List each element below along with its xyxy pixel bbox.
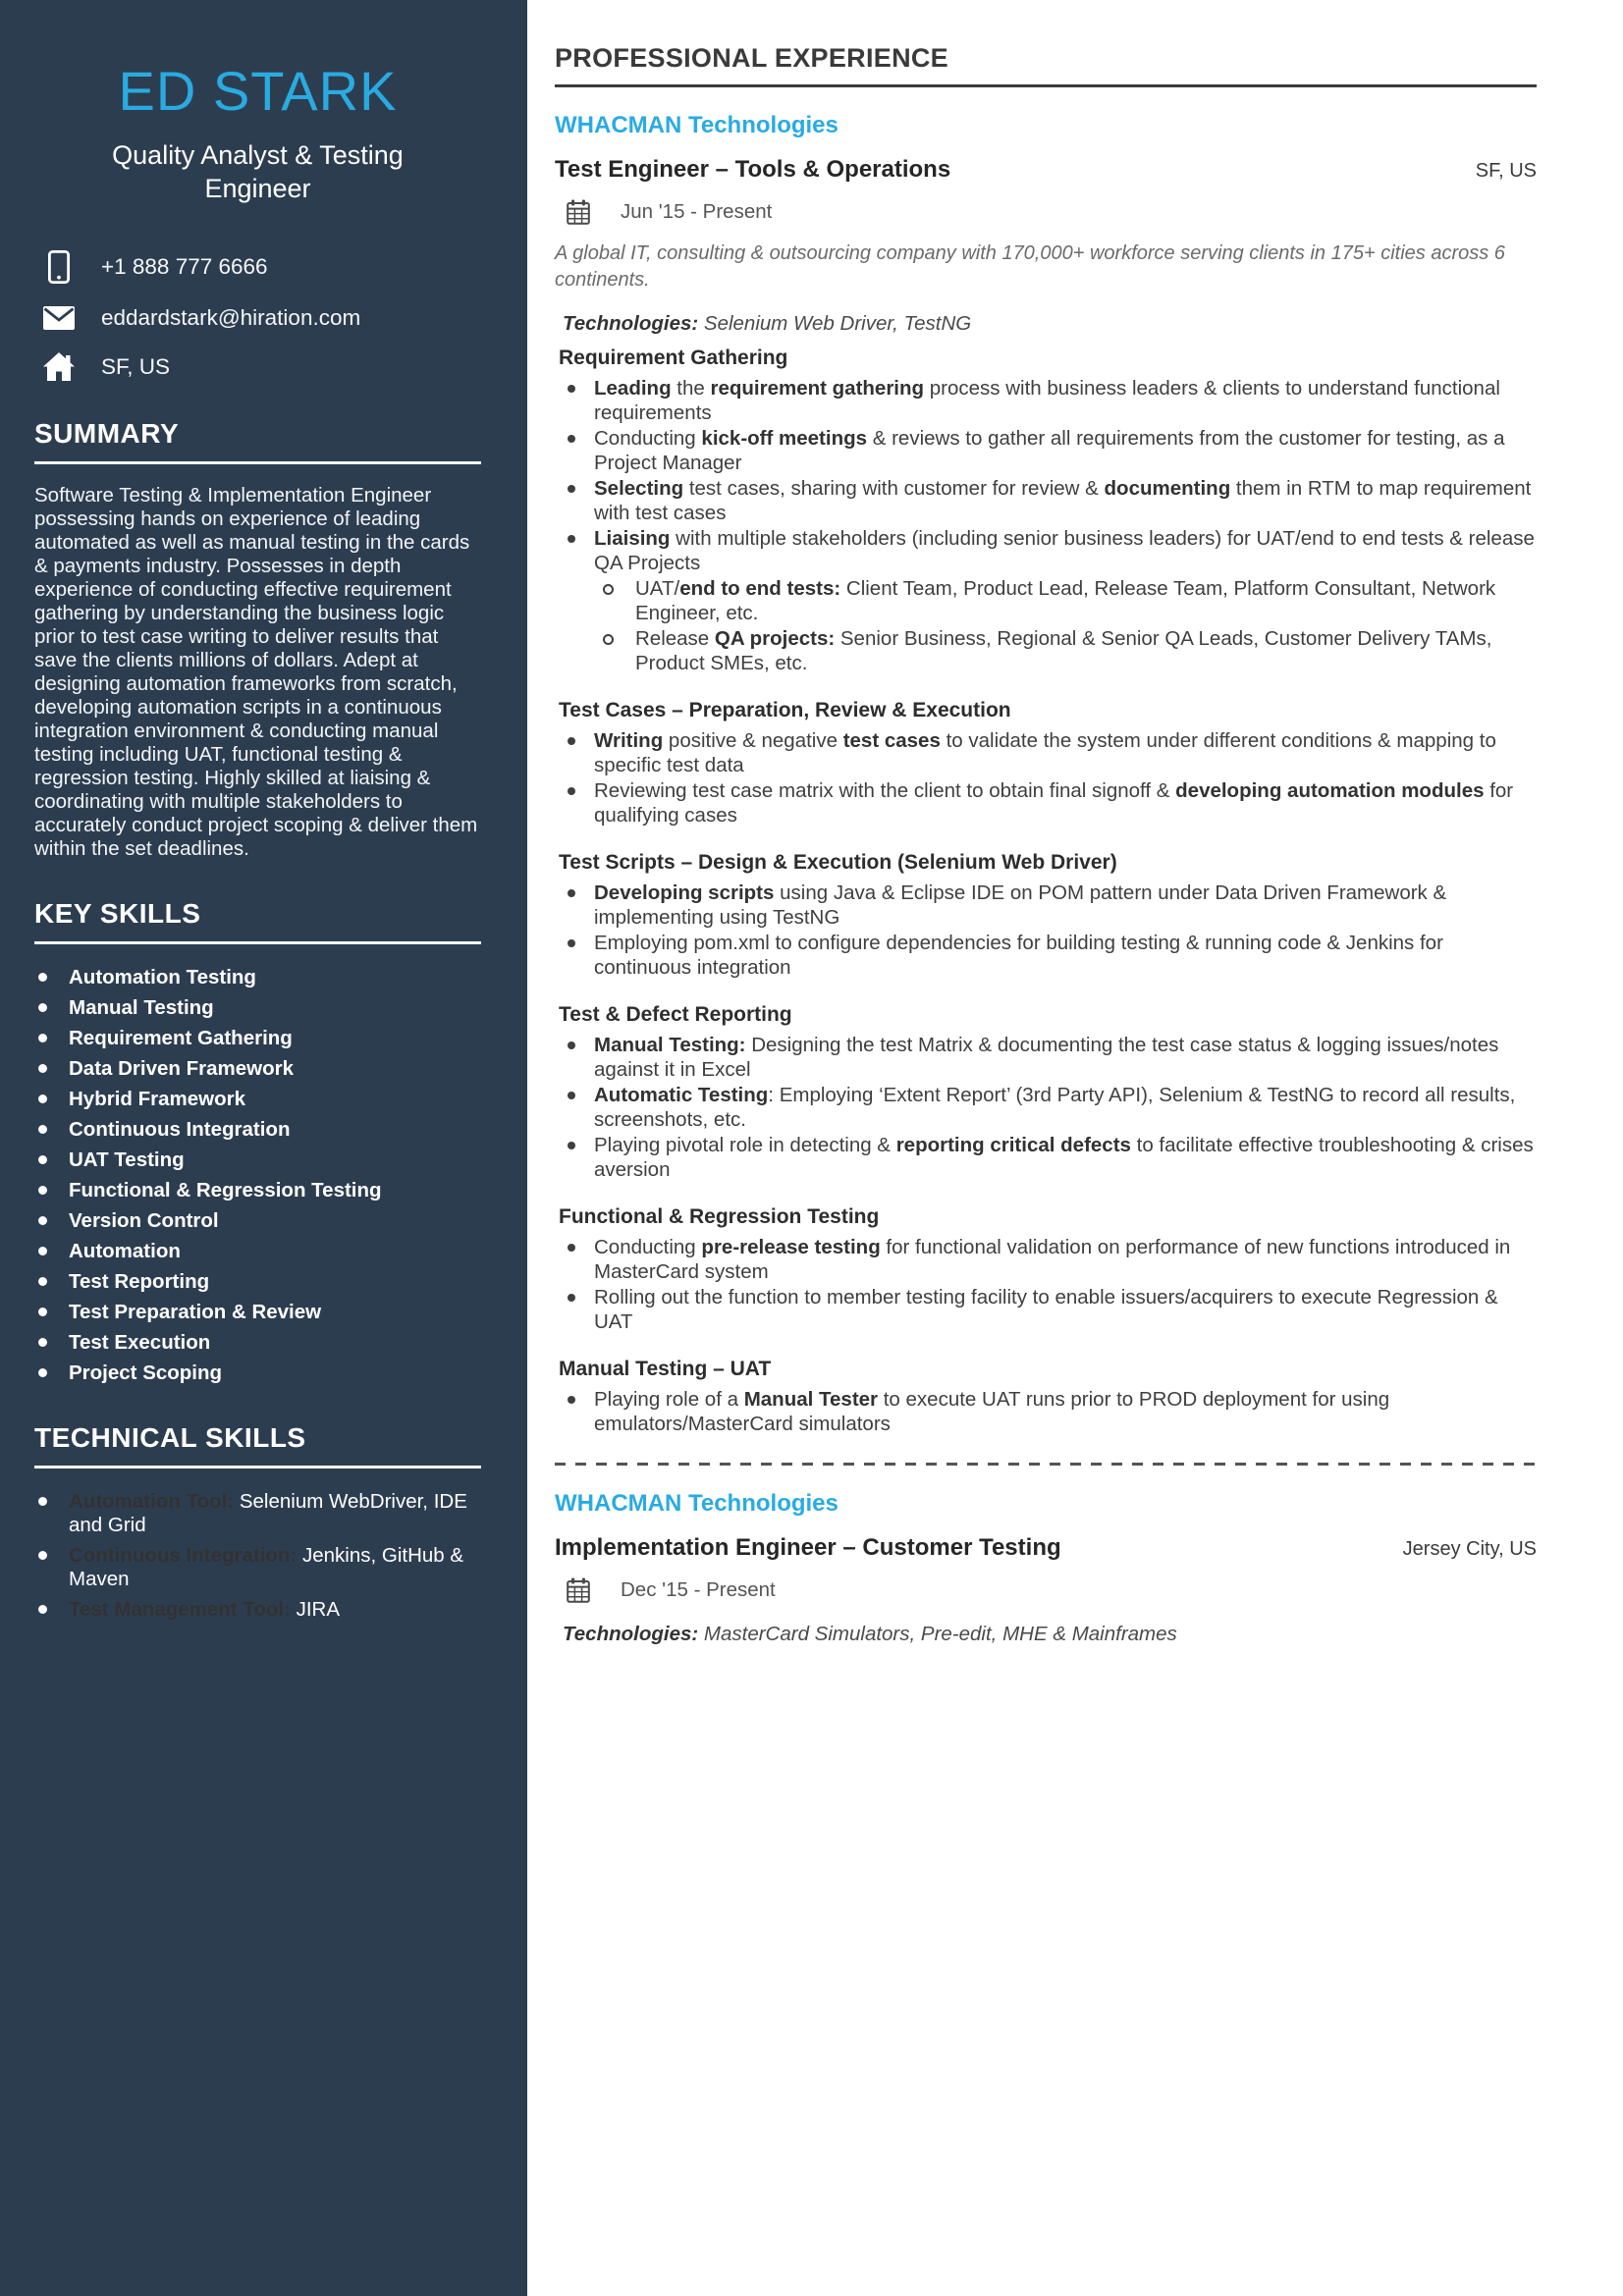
job-date-row [555, 1577, 1537, 1603]
bullet-list [555, 1388, 1537, 1436]
text-segment: process with business leaders & clients to understand functional requirements [594, 377, 1500, 424]
sidebar-sections [34, 418, 481, 1622]
text-segment: reporting critical defects [895, 1134, 1131, 1157]
text-segment: documenting [1104, 477, 1231, 501]
text-segment: them in RTM to map requirement with test cases [594, 477, 1532, 524]
calendar-icon [567, 1577, 591, 1603]
sidebar-skill-item: Functional & Regression Testing [34, 1179, 481, 1202]
sidebar-skill-item: Automation [34, 1240, 481, 1263]
text-segment: Senior Business, Regional & Senior QA Leads, Customer Delivery TAMs, Product SMEs, etc. [635, 627, 1492, 674]
sidebar-section [34, 418, 481, 861]
bullet-item [555, 477, 1537, 525]
bullet-list [555, 881, 1537, 980]
text-segment: JIRA [290, 1598, 341, 1622]
text-segment: Rolling out the function to member testing facility to enable issuers/acquirers to execute Regression & UAT [594, 1286, 1498, 1333]
home-icon [42, 352, 76, 381]
text-segment: Test Management Tool: [69, 1598, 291, 1622]
bullet-list [555, 729, 1537, 828]
text-segment: positive & negative [663, 729, 843, 753]
bullet-item [555, 779, 1537, 828]
text-segment: Selenium WebDriver, IDE and Grid [69, 1490, 467, 1537]
sidebar-skill-item [34, 1598, 481, 1622]
job-title-row [555, 156, 1537, 184]
experience-section [555, 347, 1537, 675]
job-title-row [555, 1534, 1537, 1562]
text-segment: to validate the system under different conditions & mapping to specific test data [594, 729, 1496, 776]
text-segment: for functional validation on performance of new functions introduced in MasterCard system [594, 1236, 1511, 1283]
text-segment: UAT/ [635, 577, 680, 601]
sidebar-heading-rule [34, 941, 481, 944]
experience-section-heading: Manual Testing – UAT [559, 1358, 772, 1381]
text-segment: Employing pom.xml to configure dependencies for building testing & running code & Jenkins for continuous integration [594, 932, 1443, 979]
sidebar-heading-rule [34, 1466, 481, 1468]
sidebar-skill-item: Data Driven Framework [34, 1057, 481, 1081]
sidebar-skill-list [34, 966, 481, 1385]
technologies-value: MasterCard Simulators, Pre-edit, MHE & Mainframes [698, 1623, 1177, 1646]
company-name: WHACMAN Technologies [555, 1490, 839, 1518]
calendar-icon [567, 199, 591, 225]
text-segment: & reviews to gather all requirements from the customer for testing, as a Project Manager [594, 427, 1505, 474]
sidebar-heading-rule [34, 461, 481, 464]
text-segment: Playing role of a [594, 1388, 744, 1412]
bullet-item [555, 932, 1537, 980]
experience-section-heading: Requirement Gathering [559, 347, 788, 370]
experience-section [555, 851, 1537, 980]
header-rule [555, 84, 1537, 87]
contact-text: +1 888 777 6666 [101, 254, 268, 280]
text-segment: QA projects: [714, 627, 836, 651]
job-location: SF, US [1475, 160, 1537, 182]
text-segment: the [671, 377, 711, 400]
sidebar-skill-item: Manual Testing [34, 996, 481, 1020]
text-segment: using Java & Eclipse IDE on POM pattern under Data Driven Framework & implementing using TestNG [594, 881, 1447, 929]
text-segment: Reviewing test case matrix with the client to obtain final signoff & [594, 779, 1176, 803]
sidebar-skill-item: Test Reporting [34, 1270, 481, 1294]
contact-text: eddardstark@hiration.com [101, 305, 361, 331]
text-segment: Manual Tester [743, 1388, 879, 1412]
text-segment: Conducting [594, 1236, 702, 1259]
text-segment: Leading [594, 377, 672, 400]
email-icon [42, 306, 76, 330]
experience-section-heading: Test Scripts – Design & Execution (Selenium Web Driver) [559, 851, 1117, 875]
text-segment: Writing [594, 729, 664, 753]
job-block [555, 1490, 1537, 1646]
bullet-list [555, 1034, 1537, 1182]
contact-row [34, 352, 481, 381]
text-segment: test cases, sharing with customer for review & [683, 477, 1105, 501]
job-title: Implementation Engineer – Customer Testing [555, 1534, 1061, 1562]
experience-section [555, 1003, 1537, 1182]
bullet-item [555, 881, 1537, 930]
technologies-line [563, 312, 1537, 336]
text-segment: with multiple stakeholders (including senior business leaders) for UAT/end to end tests & release QA Projects [594, 527, 1535, 574]
text-segment: Liaising [594, 527, 671, 551]
technologies-label: Technologies: [563, 1623, 699, 1646]
sidebar-skill-item: Project Scoping [34, 1362, 481, 1385]
phone-icon [42, 250, 76, 284]
text-segment: kick-off meetings [701, 427, 868, 451]
bullet-item [555, 1084, 1537, 1132]
sidebar-section [34, 1422, 481, 1622]
experience-section-heading: Functional & Regression Testing [559, 1205, 880, 1229]
bullet-list [555, 377, 1537, 675]
text-segment: Conducting [594, 427, 702, 451]
text-segment: : Employing ‘Extent Report’ (3rd Party API), Selenium & TestNG to record all results, screenshots, etc. [594, 1084, 1516, 1131]
sidebar-skill-list [34, 1490, 481, 1622]
text-segment: Developing scripts [594, 881, 775, 905]
sidebar-section-heading: SUMMARY [34, 418, 180, 450]
text-segment: Continuous Integration: [69, 1544, 298, 1568]
company-description: A global IT, consulting & outsourcing company with 170,000+ workforce serving clients in 175+ cities across 6 continents. [555, 242, 1505, 291]
text-segment: end to end tests: [679, 577, 841, 601]
sidebar-skill-item: UAT Testing [34, 1148, 481, 1172]
sidebar-skill-item: Version Control [34, 1209, 481, 1233]
person-name: ED STARK [118, 60, 398, 122]
contact-block [34, 250, 481, 381]
sidebar-skill-item: Hybrid Framework [34, 1088, 481, 1111]
sidebar-section [34, 898, 481, 1385]
bullet-item [555, 1134, 1537, 1182]
job-location: Jersey City, US [1402, 1538, 1537, 1561]
sidebar-skill-item: Test Execution [34, 1331, 481, 1355]
bullet-item [555, 1236, 1537, 1284]
text-segment: Designing the test Matrix & documenting the test case status & logging issues/notes against it in Excel [594, 1034, 1499, 1081]
page-title: PROFESSIONAL EXPERIENCE [555, 43, 948, 73]
text-segment: to facilitate effective troubleshooting & crises aversion [594, 1134, 1534, 1181]
jobs-divider [555, 1463, 1535, 1466]
sidebar [0, 0, 527, 2296]
technologies-label: Technologies: [563, 312, 699, 336]
job-dates: Dec '15 - Present [621, 1578, 776, 1602]
bullet-item [555, 577, 1537, 625]
sidebar-skill-item [34, 1490, 481, 1537]
bullet-item [555, 1388, 1537, 1436]
experience-section-heading: Test & Defect Reporting [559, 1003, 792, 1027]
contact-row [34, 305, 481, 331]
sidebar-section-heading: TECHNICAL SKILLS [34, 1422, 306, 1454]
text-segment: to execute UAT runs prior to PROD deployment for using emulators/MasterCard simulators [594, 1388, 1390, 1435]
bullet-list [555, 1236, 1537, 1334]
sidebar-skill-item: Continuous Integration [34, 1118, 481, 1142]
jobs [555, 112, 1537, 1646]
sidebar-section-heading: KEY SKILLS [34, 898, 201, 930]
job-block [555, 112, 1537, 1436]
experience-section [555, 1205, 1537, 1334]
text-segment: developing automation modules [1175, 779, 1485, 803]
text-segment: Jenkins, GitHub & Maven [69, 1544, 464, 1591]
sidebar-skill-item [34, 1544, 481, 1591]
sidebar-skill-item: Requirement Gathering [34, 1027, 481, 1050]
job-dates: Jun '15 - Present [621, 200, 773, 223]
sidebar-summary-text: Software Testing & Implementation Engineer possessing hands on experience of leading automated as well as manual testing in the cards & payments industry. Possesses in depth experience of conducting effective requirement gathering by understanding the business logic prior to test case writing to deliver results that save the clients millions of dollars. Adept at designing automation frameworks from scratch, developing automation scripts in a continuous integration environment & conducting manual testing including UAT, functional testing & regression testing. Highly skilled at liaising & coordinating with multiple stakeholders to accurately conduct project scoping & deliver them within the set deadlines. [34, 484, 478, 861]
contact-row [34, 250, 481, 284]
text-segment: test cases [842, 729, 941, 753]
bullet-item [555, 527, 1537, 575]
bullet-item [555, 729, 1537, 777]
bullet-item [555, 1034, 1537, 1082]
experience-section [555, 699, 1537, 828]
bullet-item [555, 377, 1537, 425]
sidebar-skill-item: Test Preparation & Review [34, 1301, 481, 1324]
text-segment: Release [635, 627, 715, 651]
person-title: Quality Analyst & Testing Engineer [112, 140, 404, 204]
contact-text: SF, US [101, 353, 171, 379]
text-segment: Automation Tool: [69, 1490, 235, 1514]
bullet-item [555, 627, 1537, 675]
text-segment: pre-release testing [701, 1236, 881, 1259]
technologies-line [563, 1623, 1537, 1646]
bullet-item [555, 427, 1537, 475]
text-segment: Client Team, Product Lead, Release Team, Platform Consultant, Network Engineer, etc. [635, 577, 1496, 624]
text-segment: Automatic Testing [594, 1084, 769, 1107]
experience-section-heading: Test Cases – Preparation, Review & Execution [559, 699, 1011, 722]
job-date-row [555, 199, 1537, 225]
text-segment: requirement gathering [710, 377, 925, 400]
experience-section [555, 1358, 1537, 1436]
text-segment: Selecting [594, 477, 684, 501]
text-segment: Playing pivotal role in detecting & [594, 1134, 896, 1157]
text-segment: for qualifying cases [594, 779, 1514, 827]
job-title: Test Engineer – Tools & Operations [555, 156, 951, 183]
technologies-value: Selenium Web Driver, TestNG [698, 312, 972, 336]
main-content [527, 0, 1623, 2296]
sidebar-skill-item: Automation Testing [34, 966, 481, 989]
text-segment: Manual Testing: [594, 1034, 746, 1057]
bullet-item [555, 1286, 1537, 1334]
company-name: WHACMAN Technologies [555, 112, 839, 138]
